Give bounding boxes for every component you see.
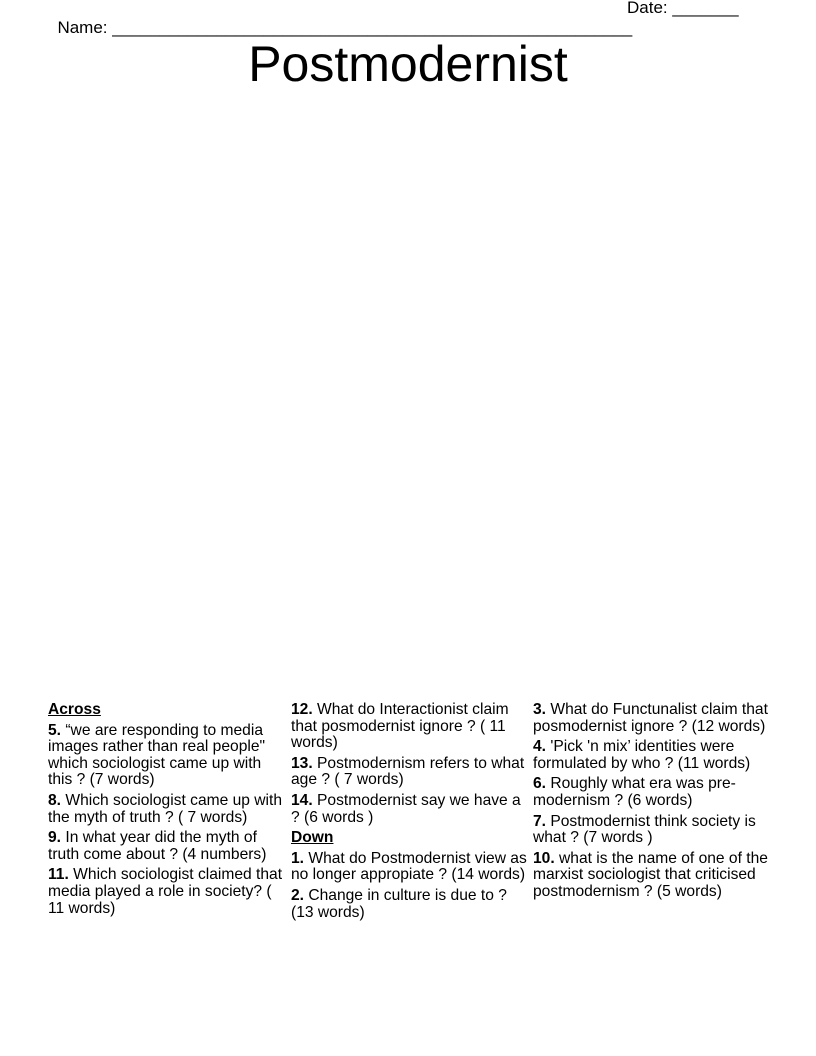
clue-across-5 bbox=[48, 723, 284, 789]
clue-across-13 bbox=[291, 756, 527, 789]
clue-across-8 bbox=[48, 793, 284, 826]
across-heading: Across bbox=[48, 701, 101, 718]
clue-number: 2. bbox=[291, 886, 305, 904]
clue-down-3 bbox=[533, 702, 769, 735]
clue-across-9 bbox=[48, 830, 284, 863]
clue-number: 11. bbox=[48, 866, 69, 884]
clue-text: what is the name of one of the marxist sociologist that criticised postmodernism ? (5 words) bbox=[533, 849, 768, 900]
clue-number: 8. bbox=[48, 791, 62, 809]
clue-number: 5. bbox=[48, 721, 62, 739]
clue-across-12 bbox=[291, 702, 527, 752]
clue-column-1 bbox=[48, 702, 284, 921]
clue-down-10 bbox=[533, 851, 769, 901]
clue-column-3 bbox=[533, 702, 769, 905]
clue-number: 6. bbox=[533, 775, 547, 793]
clue-text: “we are responding to media images rather than real people" which sociologist came up with this ? (7 words) bbox=[48, 721, 266, 789]
clue-text: What do Functunalist claim that posmodernist ignore ? (12 words) bbox=[533, 701, 768, 735]
clue-text: Postmodernism refers to what age ? ( 7 words) bbox=[291, 754, 525, 789]
name-field[interactable]: Name: _______________________________________________________ bbox=[57, 18, 633, 37]
clue-number: 14. bbox=[291, 791, 313, 809]
clue-down-6 bbox=[533, 776, 769, 809]
clue-number: 1. bbox=[291, 849, 305, 867]
crossword-grid-area bbox=[48, 100, 768, 690]
clue-number: 13. bbox=[291, 754, 313, 772]
clue-down-1 bbox=[291, 851, 527, 884]
clue-number: 3. bbox=[533, 701, 547, 718]
clue-down-7 bbox=[533, 814, 769, 847]
date-field[interactable]: Date: _______ bbox=[627, 0, 739, 17]
clue-number: 9. bbox=[48, 829, 62, 847]
clue-number: 12. bbox=[291, 701, 313, 718]
clue-number: 4. bbox=[533, 738, 547, 756]
clue-number: 7. bbox=[533, 812, 547, 830]
clue-text: Change in culture is due to ? (13 words) bbox=[291, 886, 507, 921]
clue-text: In what year did the myth of truth come about ? (4 numbers) bbox=[48, 829, 267, 863]
clue-down-2 bbox=[291, 888, 527, 921]
clue-text: What do Interactionist claim that posmodernist ignore ? ( 11 words) bbox=[291, 701, 509, 752]
clue-text: Postmodernist say we have a ? (6 words ) bbox=[291, 791, 521, 826]
clue-down-4 bbox=[533, 739, 769, 772]
clue-text: Postmodernist think society is what ? (7 words ) bbox=[533, 812, 756, 847]
down-heading: Down bbox=[291, 829, 334, 847]
clue-column-2 bbox=[291, 702, 527, 925]
clue-number: 10. bbox=[533, 849, 555, 867]
clue-across-14 bbox=[291, 793, 527, 826]
clue-text: Which sociologist claimed that media played a role in society? ( 11 words) bbox=[48, 866, 283, 917]
page-title: Postmodernist bbox=[248, 36, 568, 92]
clue-text: Roughly what era was pre-modernism ? (6 words) bbox=[533, 775, 736, 809]
clue-text: 'Pick 'n mix’ identities were formulated by who ? (11 words) bbox=[533, 738, 751, 772]
clue-across-11 bbox=[48, 867, 284, 917]
clue-text: Which sociologist came up with the myth of truth ? ( 7 words) bbox=[48, 791, 283, 826]
clue-text: What do Postmodernist view as no longer appropiate ? (14 words) bbox=[291, 849, 527, 884]
